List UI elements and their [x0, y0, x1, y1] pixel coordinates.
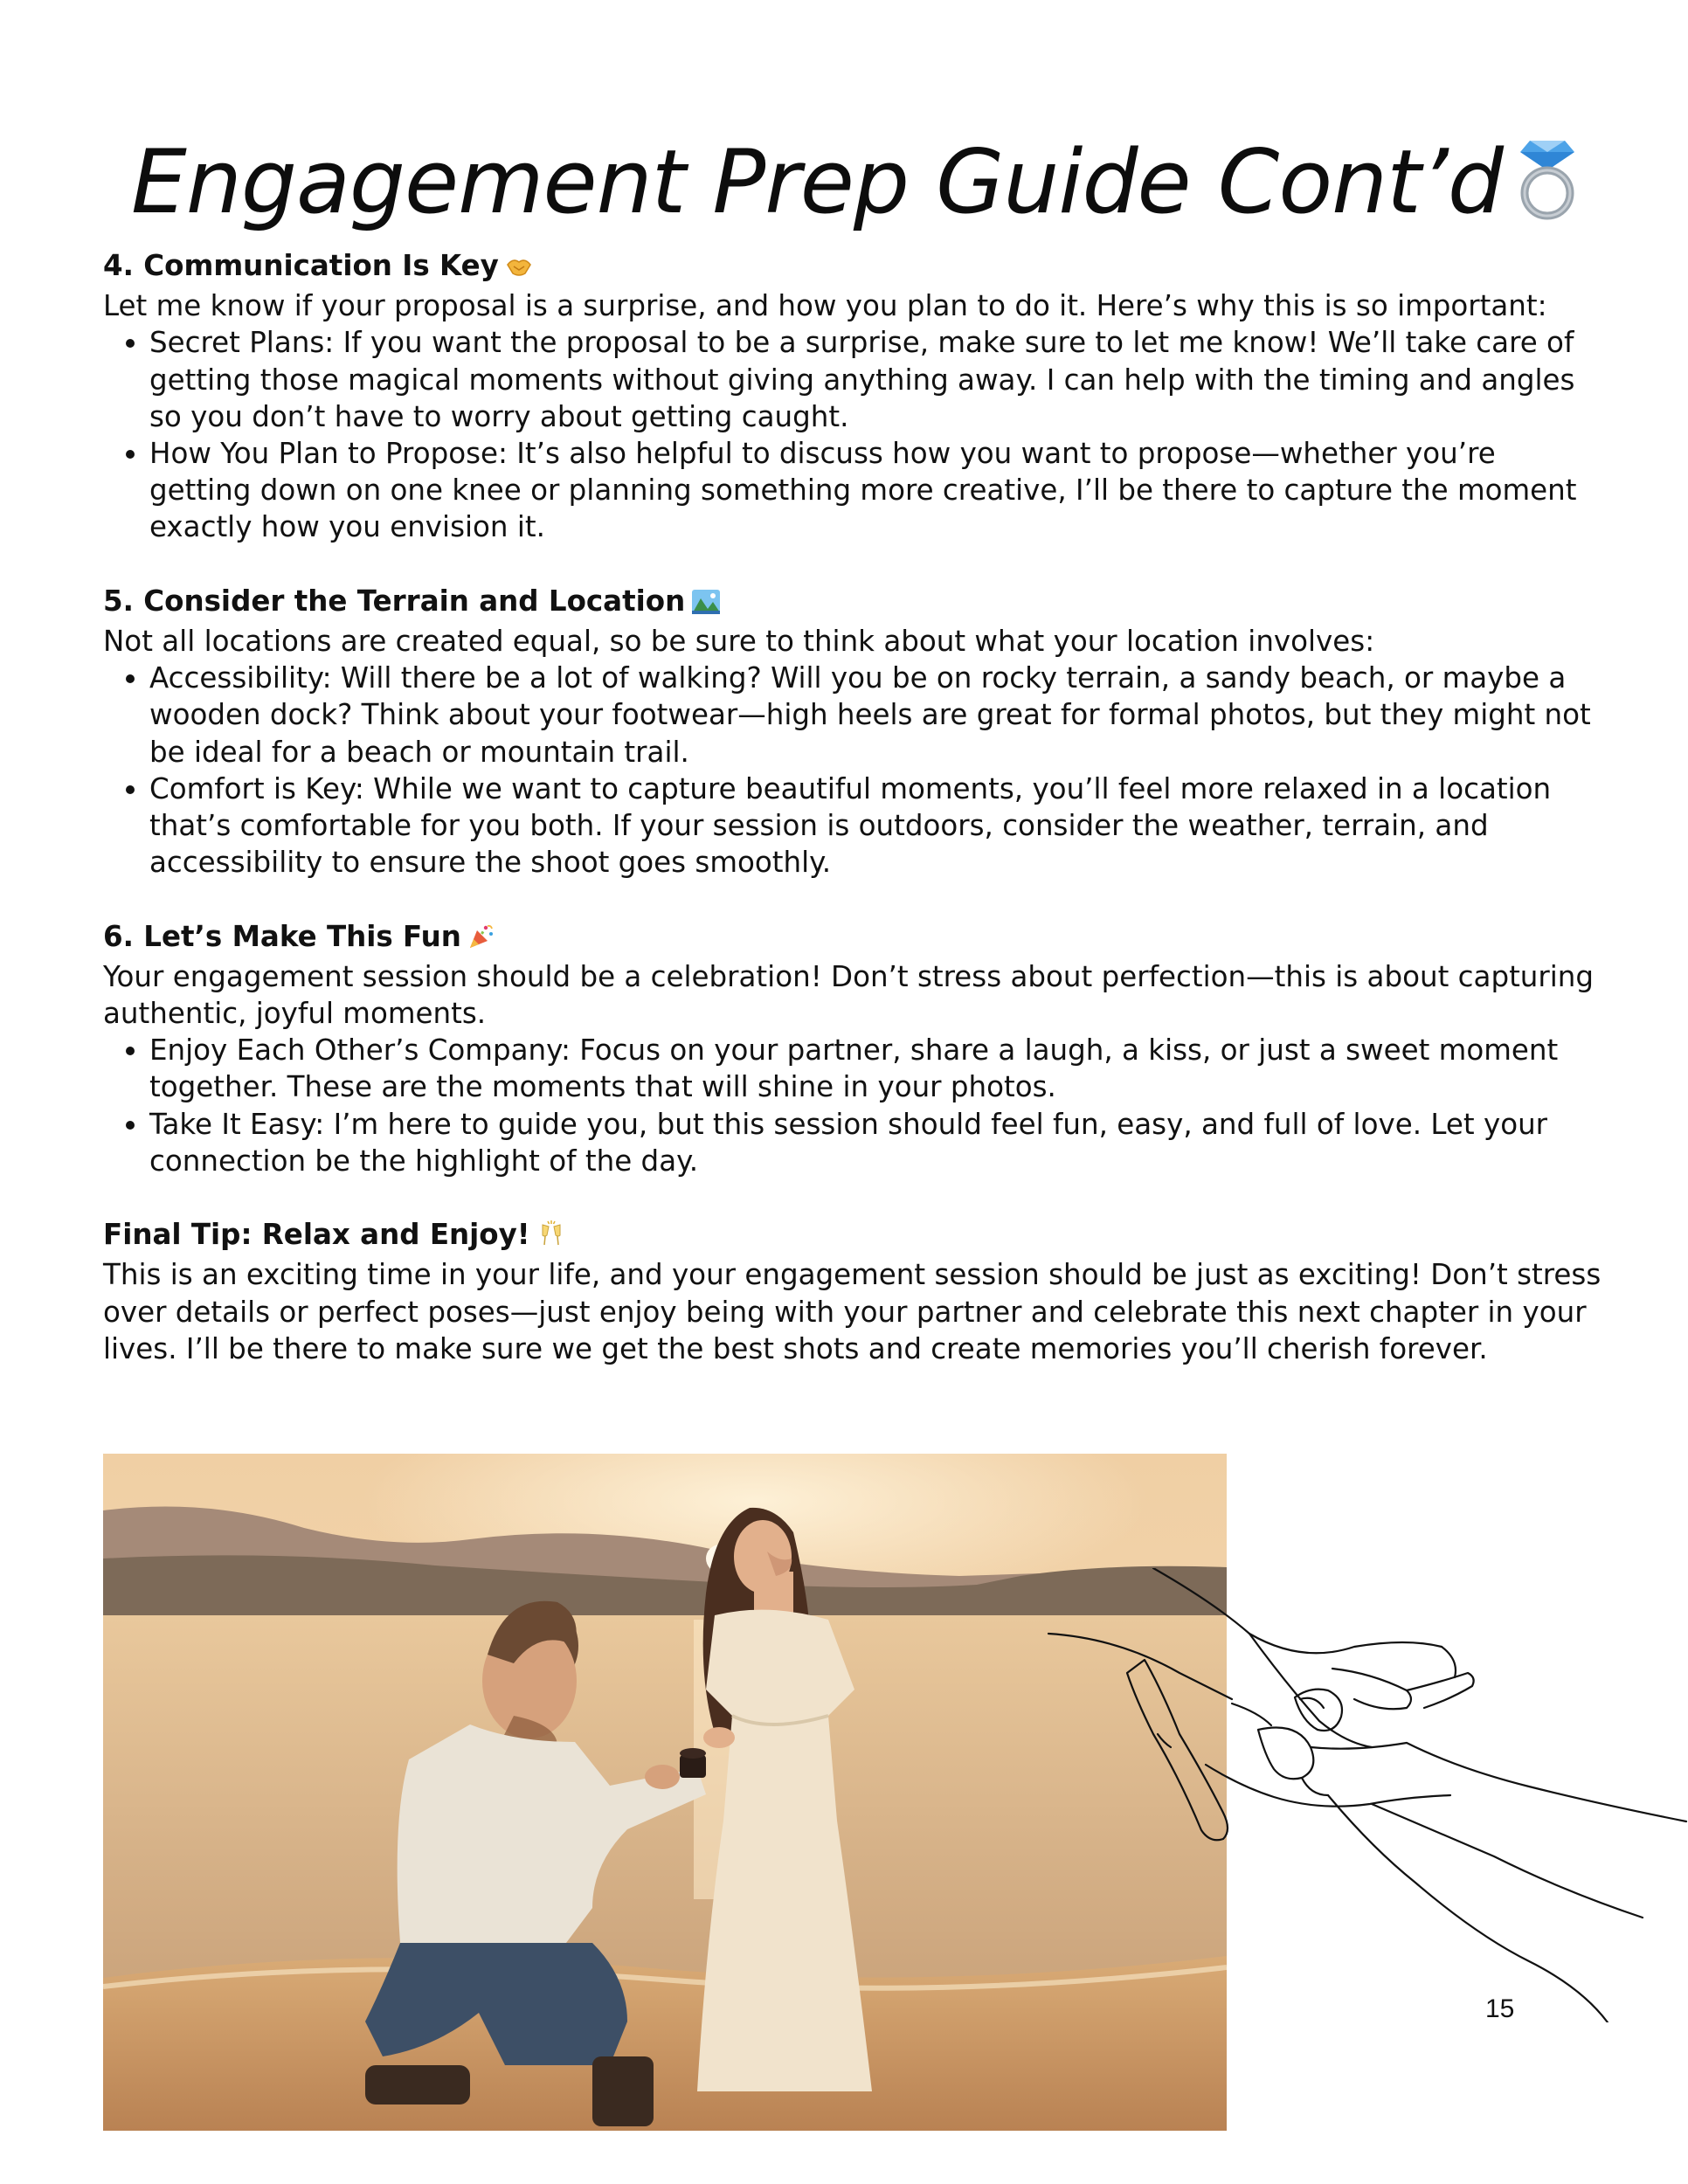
section-intro: This is an exciting time in your life, and your engagement session should be just as exciting! Don’t stress over details or perfect poses—just enjoy being with your partner and celebrate this next chapter in your lives. I’ll be there to make sure we get the best shots and create memories you’ll cherish forever.	[103, 1258, 1602, 1365]
bullet-list	[103, 660, 1606, 881]
content	[103, 247, 1606, 1404]
section-heading	[103, 1216, 1606, 1256]
bullet-list	[103, 324, 1606, 545]
section-intro: Not all locations are created equal, so be sure to think about what your location involves:	[103, 625, 1375, 659]
section-heading	[103, 583, 1606, 623]
bullet-list	[103, 1032, 1606, 1179]
list-item: • Enjoy Each Other’s Company: Focus on your partner, share a laugh, a kiss, or just a sweet moment together. These are the moments that will shine in your photos.	[149, 1032, 1606, 1105]
landscape-emoji-icon	[692, 586, 720, 623]
section-intro: Your engagement session should be a celebration! Don’t stress about perfection—this is about capturing authentic, joyful moments.	[103, 959, 1595, 1031]
list-item: • Comfort is Key: While we want to capture beautiful moments, you’ll feel more relaxed in a location that’s comfortable for you both. If your session is outdoors, consider the weather, terrain, and accessibility to ensure the shoot goes smoothly.	[149, 771, 1606, 881]
page-number: 15	[1485, 1994, 1515, 2023]
section-communication	[103, 247, 1606, 546]
section-intro: Let me know if your proposal is a surprise, and how you plan to do it. Here’s why this is so important:	[103, 289, 1547, 323]
page-title	[131, 121, 1616, 252]
section-heading-text: Final Tip: Relax and Enjoy!	[103, 1218, 530, 1252]
section-heading	[103, 918, 1606, 958]
section-heading-text: 5. Consider the Terrain and Location	[103, 584, 686, 618]
list-item: • Accessibility: Will there be a lot of walking? Will you be on rocky terrain, a sandy beach, or maybe a wooden dock? Think about your footwear—high heels are great for formal photos, but they might not be ideal for a beach or mountain trail.	[149, 660, 1606, 771]
section-heading-text: 4. Communication Is Key	[103, 249, 499, 282]
clinking-glasses-emoji-icon	[537, 1220, 565, 1256]
handshake-emoji-icon	[506, 251, 532, 287]
page-title-text: Engagement Prep Guide Cont’d	[131, 129, 1503, 233]
section-heading-text: 6. Let’s Make This Fun	[103, 919, 461, 953]
list-item: • Take It Easy: I’m here to guide you, but this session should feel fun, easy, and full of love. Let your connection be the highlight of the day.	[149, 1106, 1606, 1179]
party-popper-emoji-icon	[468, 922, 495, 958]
hands-ring-line-art-icon	[1040, 1568, 1688, 2022]
section-heading	[103, 247, 1606, 287]
list-item: • Secret Plans: If you want the proposal to be a surprise, make sure to let me know! We’ll take care of getting those magical moments without giving anything away. I can help with the timing and angles so you don’t have to worry about getting caught.	[149, 324, 1606, 435]
section-final-tip	[103, 1216, 1606, 1367]
ring-emoji-icon	[1515, 129, 1580, 252]
section-fun	[103, 918, 1606, 1179]
section-terrain	[103, 583, 1606, 881]
list-item: • How You Plan to Propose: It’s also helpful to discuss how you want to propose—whether you’re getting down on one knee or planning something more creative, I’ll be there to capture the moment exactly how you envision it.	[149, 435, 1606, 546]
